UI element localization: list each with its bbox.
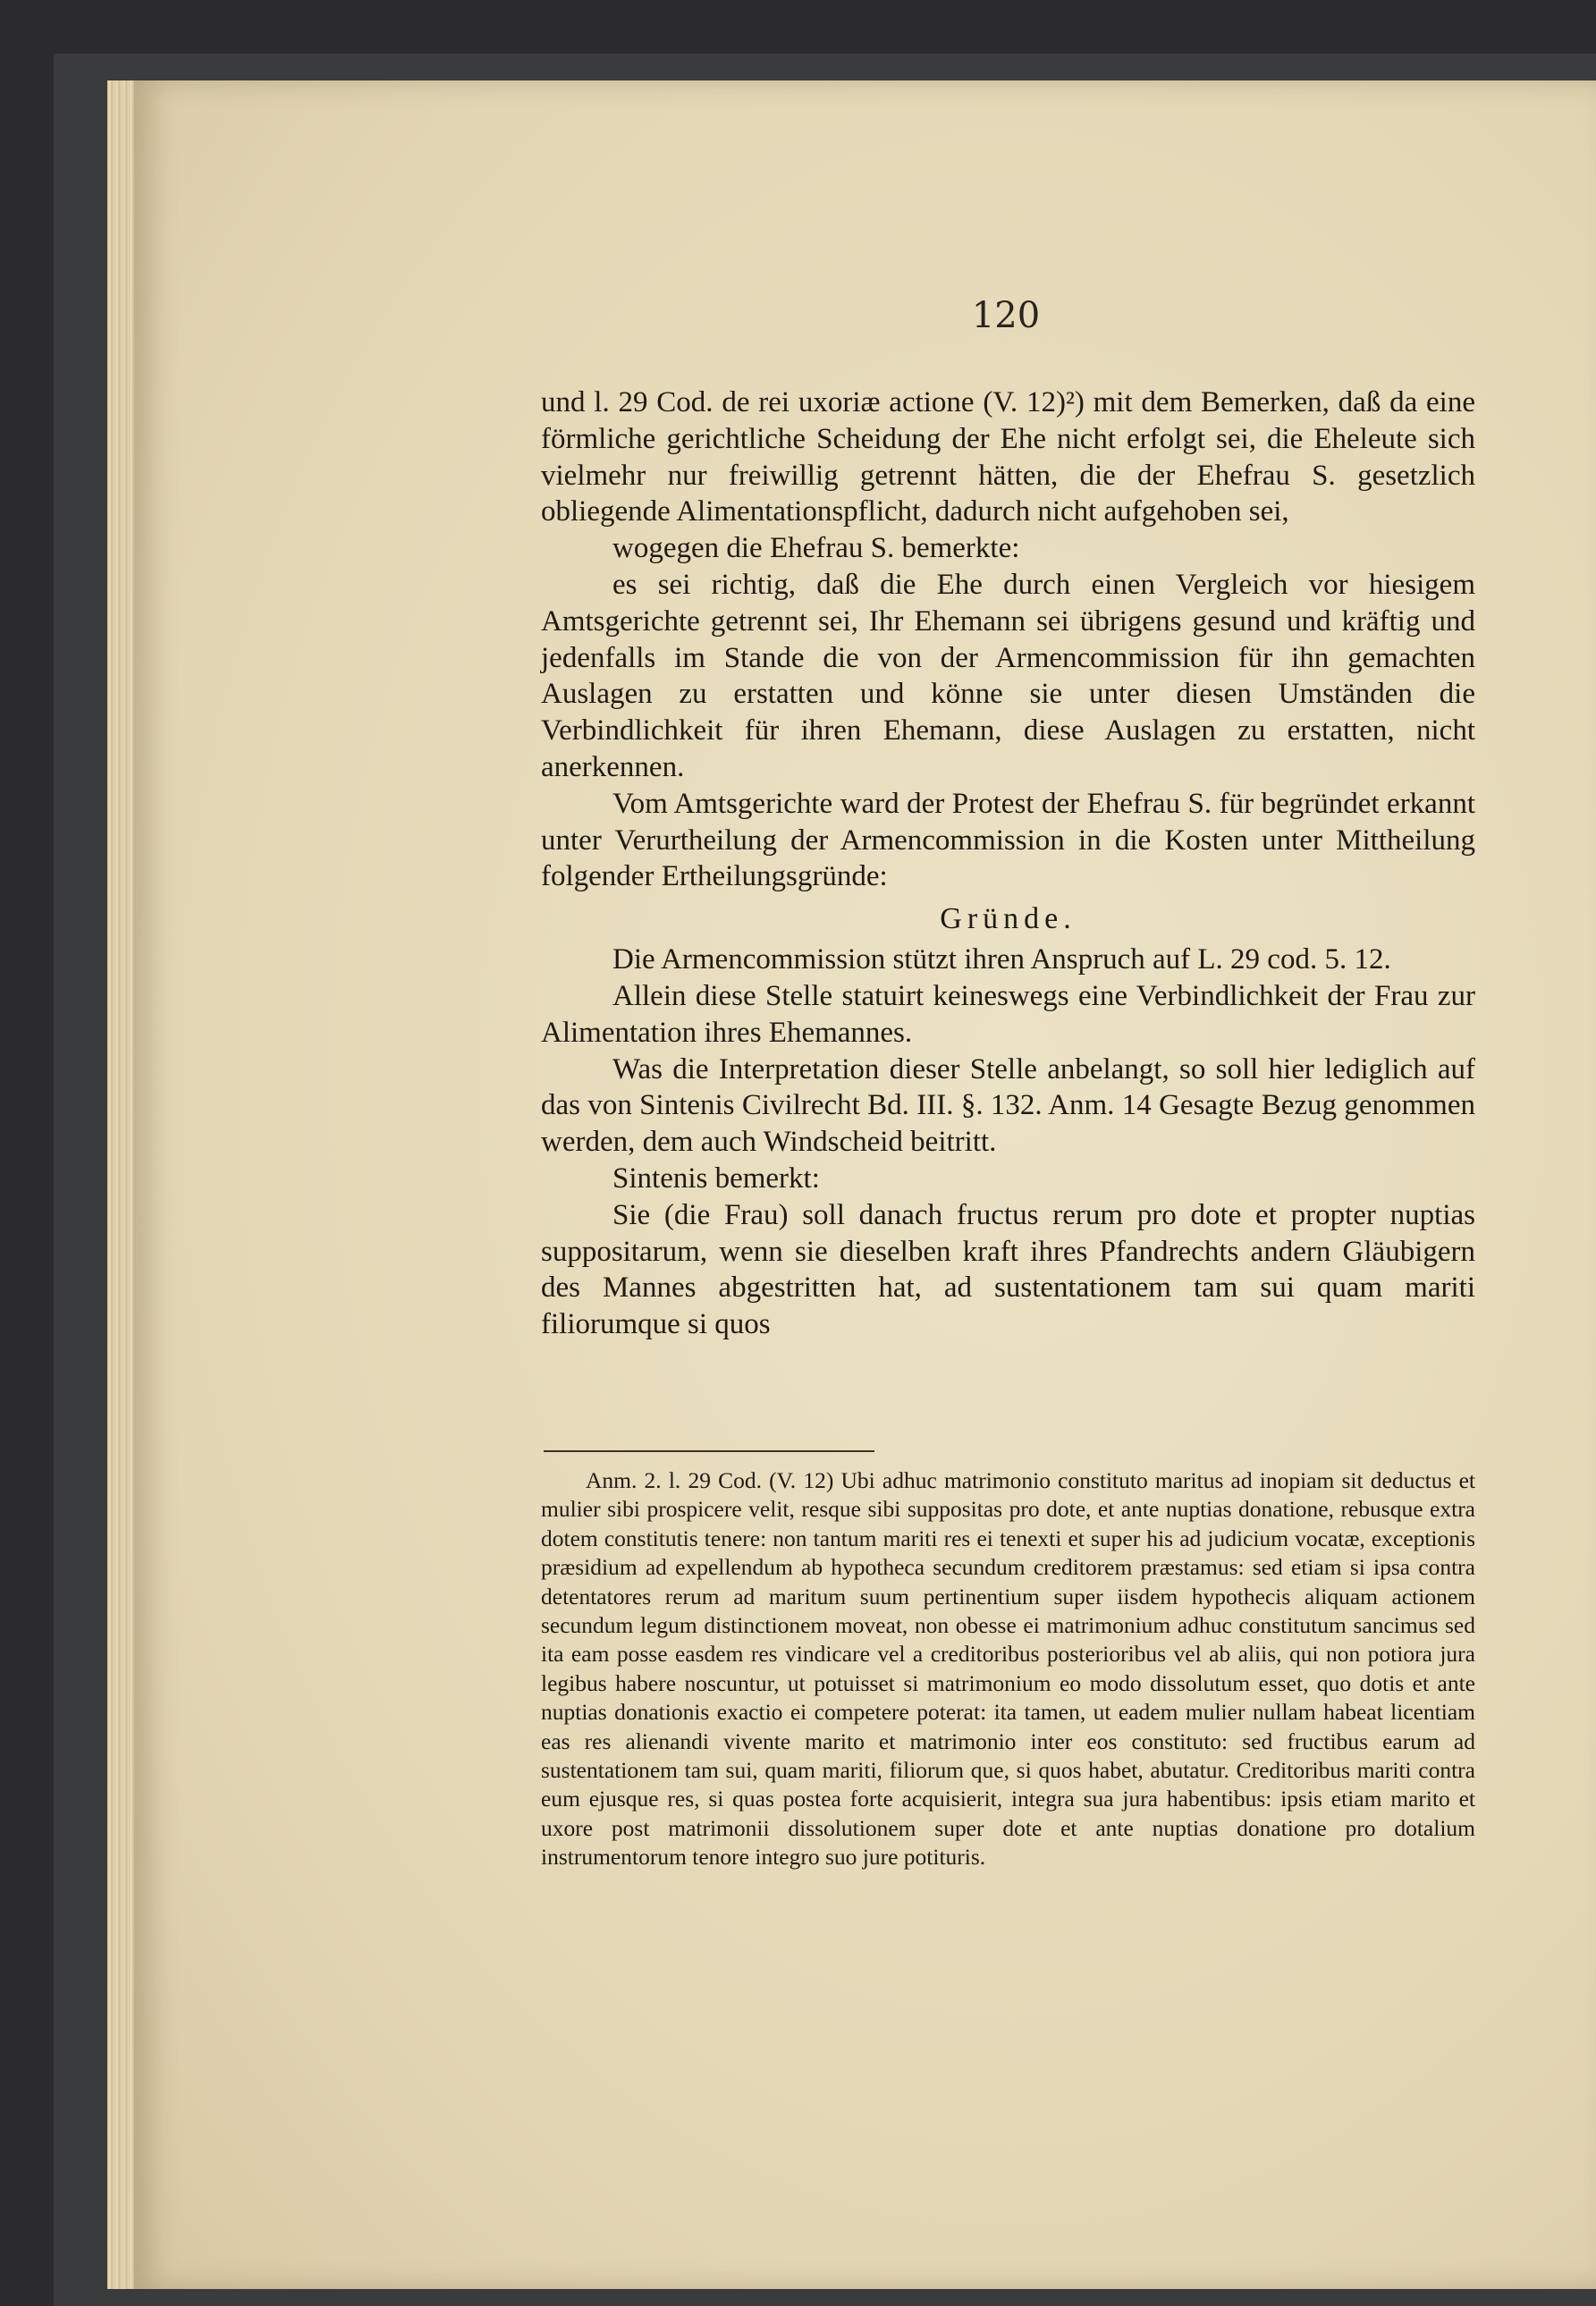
- paragraph: wogegen die Ehefrau S. bemerkte:: [612, 532, 1020, 565]
- section-heading: Gründe.: [940, 902, 1077, 936]
- footnote: Anm. 2. l. 29 Cod. (V. 12) Ubi adhuc matrimonio constituto maritus ad inopiam sit deductus et mulier sibi prospicere velit, resque sibi suppositas pro dote, et ante nuptias donatione, rebusque extra dotem constitutis tenere: non tantum mariti res ei tenexti et super his ad judicium vocatæ, exceptionis præsidium ad expellendum ab hypotheca secundum creditorem præstamus: sed etiam si ipsa contra detentatores rerum ad maritum suum pertinentium super iisdem hypothecis aliquam actionem secundum legum distinctionem moveat, non obesse ei matrimonium adhuc constitutum sancimus sed ita eam posse easdem res vindicare vel a creditoribus posterioribus vel ab aliis, qui non potiora jura legibus habere noscuntur, ut potuisset si matrimonium eo modo dissolutum esset, quo dotis et ante nuptias donationis exactio ei competere poterat: ita tamen, ut eadem mulier nullam habeat licentiam eas res alienandi vivente marito et matrimonio inter eos constituto: sed fructibus earum ad sustentationem tam sui, quam mariti, filiorum que, si quos habet, abutatur. Creditoribus mariti contra eum ejusque res, si quas postea forte acquisierit, integra sua jura habentibus: ipsis etiam marito et uxore post matrimonii dissolutionem super dote et ante nuptias donatione pro dotalium instrumentorum tenore integro suo jure potituris.: [541, 1467, 1475, 1871]
- paragraph: Sintenis bemerkt:: [612, 1161, 820, 1195]
- paragraph: es sei richtig, daß die Ehe durch einen Vergleich vor hiesigem Amtsgerichte getrennt sei, Ihr Ehemann sei übrigens gesund und kräftig und jedenfalls im Stande die von der Armencommission für ihn gemachten Auslagen zu erstatten und könne sie unter diesen Umständen die Verbindlichkeit für ihren Ehemann, diese Auslagen zu erstatten, nicht anerkennen.: [541, 568, 1475, 783]
- paragraph: Sie (die Frau) soll danach fructus rerum pro dote et propter nuptias suppositarum, wenn sie dieselben kraft ihres Pfandrechts andern Gläubigern des Mannes abgestritten hat, ad sustentationem tam sui quam mariti filiorumque si quos: [541, 1198, 1475, 1341]
- paragraph: Allein diese Stelle statuirt keineswegs eine Verbindlichkeit der Frau zur Alimentation ihres Ehemannes.: [541, 979, 1475, 1049]
- paragraph: und l. 29 Cod. de rei uxoriæ actione (V. 12)²) mit dem Bemerken, daß da eine förmliche gerichtliche Scheidung der Ehe nicht erfolgt sei, die Eheleute sich vielmehr nur freiwillig getrennt hätten, die der Ehefrau S. gesetzlich obliegende Alimentationspflicht, dadurch nicht aufgehoben sei,: [541, 386, 1475, 528]
- footnote-divider: [544, 1450, 874, 1452]
- page-number: 120: [971, 295, 1041, 336]
- paragraph: Vom Amtsgerichte ward der Protest der Ehefrau S. für begründet erkannt unter Verurtheilung der Armencommission in die Kosten unter Mittheilung folgender Ertheilungsgründe:: [541, 787, 1475, 893]
- main-text: [541, 384, 1475, 1343]
- paragraph: Die Armencommission stützt ihren Anspruch auf L. 29 cod. 5. 12.: [612, 943, 1391, 976]
- paragraph: Was die Interpretation dieser Stelle anbelangt, so soll hier lediglich auf das von Sintenis Civilrecht Bd. III. §. 132. Anm. 14 Gesagte Bezug genommen werden, dem auch Windscheid beitritt.: [541, 1052, 1475, 1159]
